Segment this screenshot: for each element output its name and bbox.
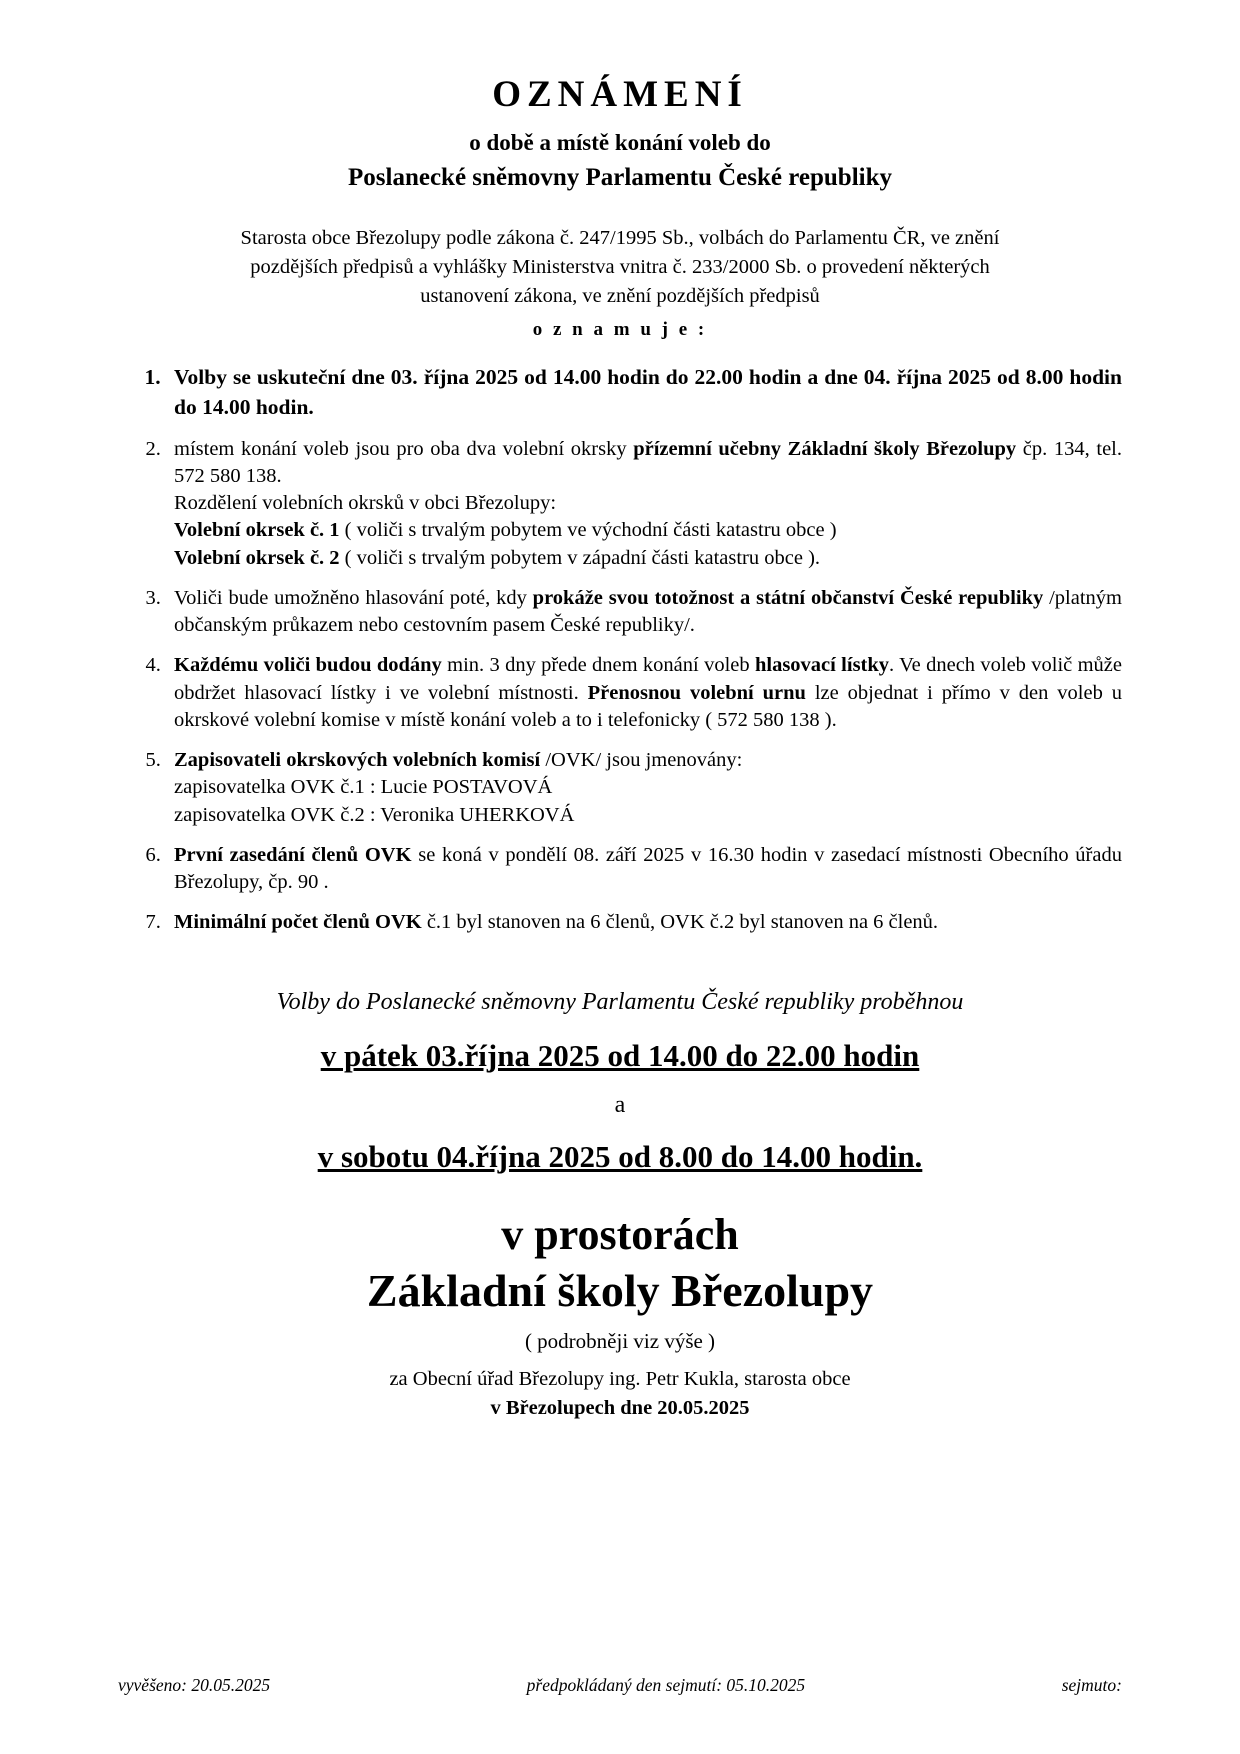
announcement-items	[118, 363, 1122, 936]
item-text-run: prokáže svou totožnost a státní občanství České republiky	[532, 586, 1044, 609]
item-text-run: ( voliči s trvalým pobytem ve východní části katastru obce )	[339, 519, 837, 542]
item-text-run: /platným občanským průkazem nebo cestovním pasem České republiky/.	[174, 586, 1122, 637]
page-title: OZNÁMENÍ	[492, 74, 748, 115]
closing-venue-line-1: v prostorách	[501, 1209, 739, 1259]
intro-line-1: Starosta obce Březolupy podle zákona č. 247/1995 Sb., volbách do Parlamentu ČR, ve znění	[240, 227, 1000, 249]
announce-word: o z n a m u j e :	[532, 319, 708, 341]
footer-expected-removal: předpokládaný den sejmutí: 05.10.2025	[526, 1675, 806, 1695]
item-text-run: lze objednat i přímo v den voleb u okrskové volební komise v místě konání voleb a to i telefonicky ( 572 580 138 ).	[174, 681, 1122, 731]
item-text-run: Volební okrsek č. 2	[174, 546, 340, 569]
item-text-run: ( voliči s trvalým pobytem v západní části katastru obce ).	[339, 546, 821, 569]
item-text-run: Každému voliči budou dodány	[174, 654, 442, 677]
item-text-run: se koná v pondělí 08. září 2025 v 16.30 hodin v zasedací místnosti Obecního úřadu Březolupy, čp. 90 .	[174, 843, 1122, 894]
item-text-run: místem konání voleb jsou pro oba dva volební okrsky	[174, 437, 634, 460]
footer-posted: vyvěšeno: 20.05.2025	[118, 1675, 271, 1695]
list-item-subline	[174, 517, 1122, 544]
list-item-subline	[174, 545, 1122, 572]
list-item	[166, 652, 1122, 734]
item-text-run: Volby se uskuteční dne 03. října 2025 od 14.00 hodin do 22.00 hodin a dne 04. října 2025 od 8.00 hodin do 14.00 hodin.	[174, 365, 1122, 419]
list-item	[166, 363, 1122, 422]
intro-line-3: ustanovení zákona, ve znění pozdějších předpisů	[420, 285, 820, 308]
closing-lead: Volby do Poslanecké sněmovny Parlamentu České republiky proběhnou	[276, 988, 964, 1015]
intro-line-2: pozdějších předpisů a vyhlášky Ministerstva vnitra č. 233/2000 Sb. o provedení některých	[250, 256, 990, 279]
subtitle-line-1: o době a místě konání voleb do	[469, 130, 771, 155]
list-item-subline	[174, 774, 1122, 801]
list-item	[166, 585, 1122, 640]
closing-venue-line-2: Základní školy Březolupy	[366, 1264, 874, 1316]
item-text-run: min. 3 dny přede dnem konání voleb	[441, 654, 755, 677]
intro-paragraph	[118, 224, 1122, 311]
item-text-run: První zasedání členů OVK	[174, 843, 412, 866]
item-text-run: Zapisovateli okrskových volebních komisí	[174, 749, 541, 772]
closing-block	[118, 989, 1122, 1420]
closing-signer: za Obecní úřad Březolupy ing. Petr Kukla, starosta obce	[389, 1367, 851, 1390]
item-text-run: Přenosnou volební urnu	[587, 681, 806, 704]
item-text-run: hlasovací lístky	[754, 654, 890, 677]
list-item-subline	[174, 802, 1122, 829]
list-item	[166, 747, 1122, 829]
item-text-run: zapisovatelka OVK č.1 : Lucie POSTAVOVÁ	[174, 776, 553, 799]
closing-note: ( podrobněji viz výše )	[524, 1328, 716, 1353]
item-text-run: Volební okrsek č. 1	[174, 519, 340, 542]
closing-place-date: v Březolupech dne 20.05.2025	[490, 1396, 750, 1419]
item-text-run: Rozdělení volebních okrsků v obci Březolupy:	[174, 492, 557, 515]
list-item	[166, 909, 1122, 936]
item-text-run: Voliči bude umožněno hlasování poté, kdy	[174, 586, 533, 609]
list-item	[166, 436, 1122, 572]
item-text-run: přízemní učebny Základní školy Březolupy	[633, 437, 1017, 460]
item-text-run: . Ve dnech voleb volič může obdržet hlasovací lístky i ve volební místnosti.	[174, 654, 1123, 704]
closing-day-2: v sobotu 04.října 2025 od 8.00 do 14.00 hodin.	[317, 1138, 923, 1174]
item-text-run: zapisovatelka OVK č.2 : Veronika UHERKOVÁ	[174, 803, 575, 826]
footer-removed: sejmuto:	[1061, 1675, 1122, 1695]
item-text-run: čp. 134, tel. 572 580 138.	[174, 437, 1122, 487]
document-footer	[118, 1675, 1122, 1696]
item-text-run: č.1 byl stanoven na 6 členů, OVK č.2 byl stanoven na 6 členů.	[421, 911, 939, 934]
list-item	[166, 842, 1122, 897]
item-text-run: /OVK/ jsou jmenovány:	[540, 749, 743, 772]
item-text-run: Minimální počet členů OVK	[174, 911, 422, 934]
closing-day-1: v pátek 03.října 2025 od 14.00 do 22.00 hodin	[320, 1037, 920, 1073]
list-item-subline	[174, 490, 1122, 517]
subtitle-line-2: Poslanecké sněmovny Parlamentu České republiky	[348, 164, 892, 191]
closing-conjunction: a	[614, 1091, 626, 1118]
